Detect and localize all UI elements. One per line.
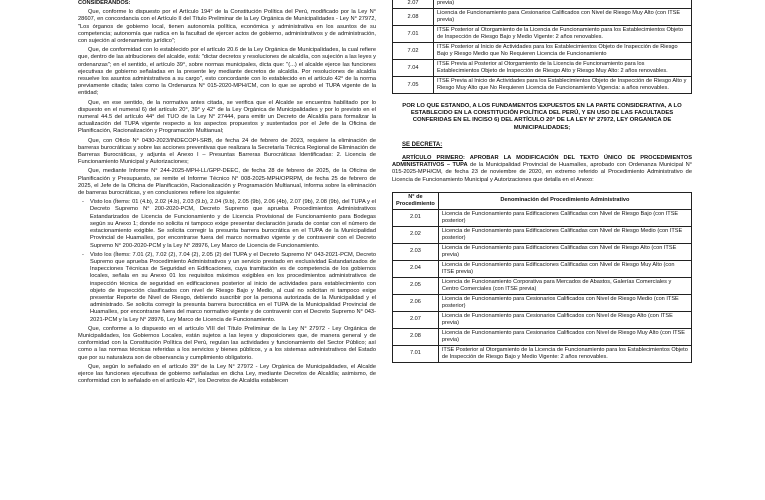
procedure-name: Licencia de Funcionamiento para Cesionarios Calificados con Nivel de Riesgo Medio (con ITSE posterior) xyxy=(438,294,691,311)
procedure-code: 7.05 xyxy=(393,77,434,94)
decree-heading: SE DECRETA: xyxy=(402,141,443,148)
paragraph: Que, con Oficio N° 0430-2023/INDECOPI-SRB, de fecha 24 de febrero de 2023, requiere la eliminación de barreras burocráticas y sobre las acciones preventivas que realizara la Secretaría Técnica Regional de Eliminación de Barreras Burocráticas, y adjunta el Anexo I – Presuntas Barreras Burocráticas Identificadas: 2. Licencia de Funcionamiento Municipal y Autorizaciones; xyxy=(78,137,376,166)
table-row xyxy=(393,226,692,243)
table-row xyxy=(393,243,692,260)
procedure-name: ITSE Posterior al Otorgamiento de la Licencia de Funcionamiento para los Establecimientos Objeto de Inspección de Riesgo Bajo y Medio Vigente: 2 años renovables. xyxy=(434,26,692,43)
procedure-code: 7.02 xyxy=(393,43,434,60)
procedure-name: ITSE Previa al Inicio de Actividades para los Establecimientos Objeto de Inspección de Riesgo Alto y Riesgo Muy Alto que No Requieren Licencia de Funcionamiento Vigencia: a años renovables. xyxy=(434,77,692,94)
article-bold: : APROBAR LA MODIFICACIÓN DEL TEXTO ÚNICO DE PROCEDIMIENTOS ADMINISTRATIVOS – TUPA xyxy=(392,155,692,169)
procedure-name: Licencia de Funcionamiento para Cesionarios Calificados con Nivel de Riesgo Alto (con ITSE previa) xyxy=(438,311,691,328)
bullet-item: - Visto los (Ítems: 01 (4.b), 2.02 (4.b), 2.03 (9.b), 2.04 (9.b), 2.05 (9b), 2.06 (4b), 2.07 (9b), 2.08 (9b), del TUPA y el Decreto Supremo N° 200-2020-PCM, Decreto Supremo que aprueba Procedimientos Administrativos Estandarizados de Licencia de Funcionamiento y de Licencia Provisional de Funcionamiento para Bodegas según su Anexo 1; donde no solicita ni tampoco exige presentar declaración jurada de contar con el número de estacionamiento exigible. Se solicita corregir la presunta barrera burocrática en el TUPA de la Municipalidad Provincial de Huamalíes, por encontrarse fuera del marco normativo vigente y de contravenir con el Decreto Supremo N° 200-2020-PCM y la Ley N° 28976, Ley Marco de Licencia de Funcionamiento. xyxy=(78,199,376,249)
procedure-name: ITSE Posterior al Otorgamiento de la Licencia de Funcionamiento para los Establecimientos Objeto de Inspección de Riesgo Bajo y Medio Vigente: 2 años renovables. xyxy=(438,345,691,362)
procedure-name: Licencia de Funcionamiento para Edificaciones Calificadas con Nivel de Riesgo Medio (con ITSE posterior) xyxy=(438,226,691,243)
paragraph: Que, de conformidad con lo establecido por el artículo 20.6 de la Ley Orgánica de Municipalidades, la cual refiere que, dentro de las atribuciones del alcalde, está: "dictar decretos y resoluciones de alcaldía, con sujeción a las leyes y ordenanzas"; en el sentido, el artículo 39°, sobre normas municipales, dicta que: "(...) el alcalde ejerce las funciones ejecutivas de gobierno señaladas en la presente ley mediante decretos de alcaldía. Por resoluciones de alcaldía resuelve los asuntos administrativos a su cargo", esto concordante con lo establecido en el artículo 42° de la norma previamente citada; tales como la Ordenanza N° 015-2020-MPH/CM, con lo que se aprobó el TUPA vigente de la entidad; xyxy=(78,47,376,97)
article-first xyxy=(392,155,692,184)
article-label: ARTÍCULO PRIMERO xyxy=(402,155,464,162)
right-column xyxy=(392,0,692,363)
table-row xyxy=(393,60,692,77)
procedure-name: previa) xyxy=(434,0,692,9)
procedure-name: Licencia de Funcionamiento para Cesionarios Calificados con Nivel de Riesgo Muy Alto (con ITSE previa) xyxy=(434,9,692,26)
table-row xyxy=(393,345,692,362)
procedure-code: 2.07 xyxy=(393,0,434,9)
paragraph: Que, mediante Informe N° 244-2025-MPH-LL/GPP-DEEC, de fecha 28 de febrero de 2025, de la Oficina de Planificación y Presupuesto, se remite el Informe Técnico N° 008-2025-MPH/OPRPM, de fecha 25 de febrero de 2025, el Jefe de la Oficina de Planificación, Racionalización y Programación Multianual, informa sobre la eliminación de barreras burocráticas, y en conclusiones refiere los siguiente: xyxy=(78,168,376,197)
table-row xyxy=(393,294,692,311)
procedure-code: 2.06 xyxy=(393,294,439,311)
procedure-name: Licencia de Funcionamiento para Cesionarios Calificados con Nivel de Riesgo Muy Alto (con ITSE previa) xyxy=(438,328,691,345)
procedure-code: 7.01 xyxy=(393,345,439,362)
procedure-name: ITSE Posterior al Inicio de Actividades para los Establecimientos Objeto de Inspección de Riesgo Bajo y Riesgo Medio que No Requieren Licencia de Funcionamiento xyxy=(434,43,692,60)
table-row xyxy=(393,311,692,328)
procedure-name: ITSE Previa al Posterior al Otorgamiento de la Licencia de Funcionamiento para los Establecimientos Objeto de Inspección de Riesgo Alto y Riesgo Muy Alto: 2 años renovables. xyxy=(434,60,692,77)
table-row xyxy=(393,43,692,60)
procedure-code: 2.08 xyxy=(393,9,434,26)
procedure-code: 2.05 xyxy=(393,277,439,294)
paragraph: Que, en ese sentido, de la normativa antes citada, se verifica que el Alcalde se encuentra habilitado por lo dispuesto en el numeral 6) del artículo 20°, 39° y 42° de la Ley Orgánica de Municipalidades y por lo previsto en el numeral 44.5 del artículo 44° del TUO de la Ley N° 27444, para emitir un Decreto de Alcaldía para formalizar la actualización del TUPA vigente respecto a los aspectos propuestos y sustentados por el Jefe de la Oficina de Planificación, Racionalización y Programación Multianual; xyxy=(78,99,376,135)
procedure-code: 2.07 xyxy=(393,311,439,328)
table-row xyxy=(393,328,692,345)
procedure-code: 2.03 xyxy=(393,243,439,260)
left-column xyxy=(78,0,376,387)
table-header-row xyxy=(393,192,692,209)
procedure-code: 7.04 xyxy=(393,60,434,77)
procedure-name: Licencia de Funcionamiento Corporativa para Mercados de Abastos, Galerías Comerciales y Centro Comerciales (con ITSE previa) xyxy=(438,277,691,294)
article-text: de la Municipalidad Provincial de Huamalíes, aprobado con Ordenanza Municipal N° 015-2025-MPH/CM, de fecha 23 de noviembre de 2020, en extremo referido al Procedimiento Administrativo de Licencia de Funcionamiento Municipal y Autorizaciones que detalla en el Anexo: xyxy=(392,162,692,183)
table-row xyxy=(393,77,692,94)
table-row xyxy=(393,9,692,26)
table-row xyxy=(393,0,692,9)
table-row xyxy=(393,260,692,277)
procedure-code: 2.04 xyxy=(393,260,439,277)
table-row xyxy=(393,26,692,43)
section-heading: CONSIDERANDOS: xyxy=(78,0,131,6)
paragraph: Que, según lo señalado en el artículo 39° de la Ley N° 27972 - Ley Orgánica de Municipalidades, el Alcalde ejerce las funciones ejecutivas de gobierno señaladas en dicha Ley, mediante Decretos de Alcaldía; asimismo, de conformidad con lo señalado en el artículo 42°, los Decretos de Alcaldía establecen xyxy=(78,363,376,385)
procedure-name: Licencia de Funcionamiento para Edificaciones Calificadas con Nivel de Riesgo Bajo (con ITSE posterior) xyxy=(438,209,691,226)
procedure-code: 2.08 xyxy=(393,328,439,345)
paragraph: Que, conforme lo dispuesto por el Artículo 194° de la Constitución Política del Perú, modificado por la Ley N° 28607, en concordancia con el Artículo II del Título Preliminar de la Ley Orgánica de Municipalidades - Ley N° 27972, "Los órganos de gobierno local, tienen autonomía política, económica y administrativa en los asuntos de su competencia; autonomía que radica en la facultad de ejercer actos de gobierno, administrativos y de administración, con sujeción al ordenamiento jurídico"; xyxy=(78,9,376,45)
header-name: Denominación del Procedimiento Administrativo xyxy=(438,192,691,209)
procedures-table-top xyxy=(392,0,692,94)
table-row xyxy=(393,209,692,226)
header-code: N° de Procedimiento xyxy=(393,192,439,209)
procedure-code: 2.02 xyxy=(393,226,439,243)
resolution-preamble: POR LO QUE ESTANDO, A LOS FUNDAMENTOS EXPUESTOS EN LA PARTE CONSIDERATIVA, A LO ESTABLECIDO EN LA CONSTITUCIÓN POLÍTICA DEL PERÚ, Y EN USO DE LAS FACULTADES CONFERIDAS EN EL INCISO 6) DEL ARTÍCULO 20° DE LA LEY N° 27972, LEY ORGANICA DE MUNICIPALIDADES; xyxy=(402,103,682,131)
procedure-code: 2.01 xyxy=(393,209,439,226)
procedure-name: Licencia de Funcionamiento para Edificaciones Calificadas con Nivel de Riesgo Alto (con ITSE previa) xyxy=(438,243,691,260)
procedures-table-annex xyxy=(392,192,692,363)
paragraph: Que, conforme a lo dispuesto en el artículo VIII del Título Preliminar de la Ley N° 27972 - Ley Orgánica de Municipalidades, los Gobiernos Locales, están sujetos a las leyes y disposiciones que, de manera general y de conformidad con la Constitución Política del Perú, regulan las actividades y funcionamiento del Sector Público; así como a las normas técnicas referidas a los servicios y bienes públicos, y a los sistemas administrativos del Estado que por su naturaleza son de observancia y cumplimiento obligatorio. xyxy=(78,325,376,361)
procedure-code: 7.01 xyxy=(393,26,434,43)
procedure-name: Licencia de Funcionamiento para Edificaciones Calificadas con Nivel de Riesgo Muy Alto (con ITSE previa) xyxy=(438,260,691,277)
table-row xyxy=(393,277,692,294)
bullet-item: - Visto los (Ítems: 7.01 (2), 7.02 (2), 7.04 (2), 2.05 (2) del TUPA y el Decreto Supremo N° 043-2021-PCM, Decreto Supremo que aprueba Procedimiento Administrativos y un servicio prestado en exclusividad Estandarizados de Inspecciones Técnicas de Seguridad en Edificaciones, cuya tramitación es de competencia de los gobiernos locales, señala en su Anexo 01 los requisitos máximos exigibles en los procedimientos administrativos de inspección técnica de seguridad en edificaciones posterior al inicio de actividades para establecimiento con objeto de inspección clasificados con nivel de Riesgo Bajo y Medio, al cual no solicitan ni tampoco exige presentar Reporte de Nivel de Riesgo, debiendo suscribir por la persona autorizada de la Municipalidad y el administrado. Se solicita corregir la presunta barrera burocrática en el TUPA de la Municipalidad Provincial de Huamalíes, por encontrarse fuera del marco normativo vigente y de contravenir con el Decreto Supremo N° 043-2021-PCM y la Ley N° 28976, Ley Marco de Licencia de Funcionamiento. xyxy=(78,252,376,324)
